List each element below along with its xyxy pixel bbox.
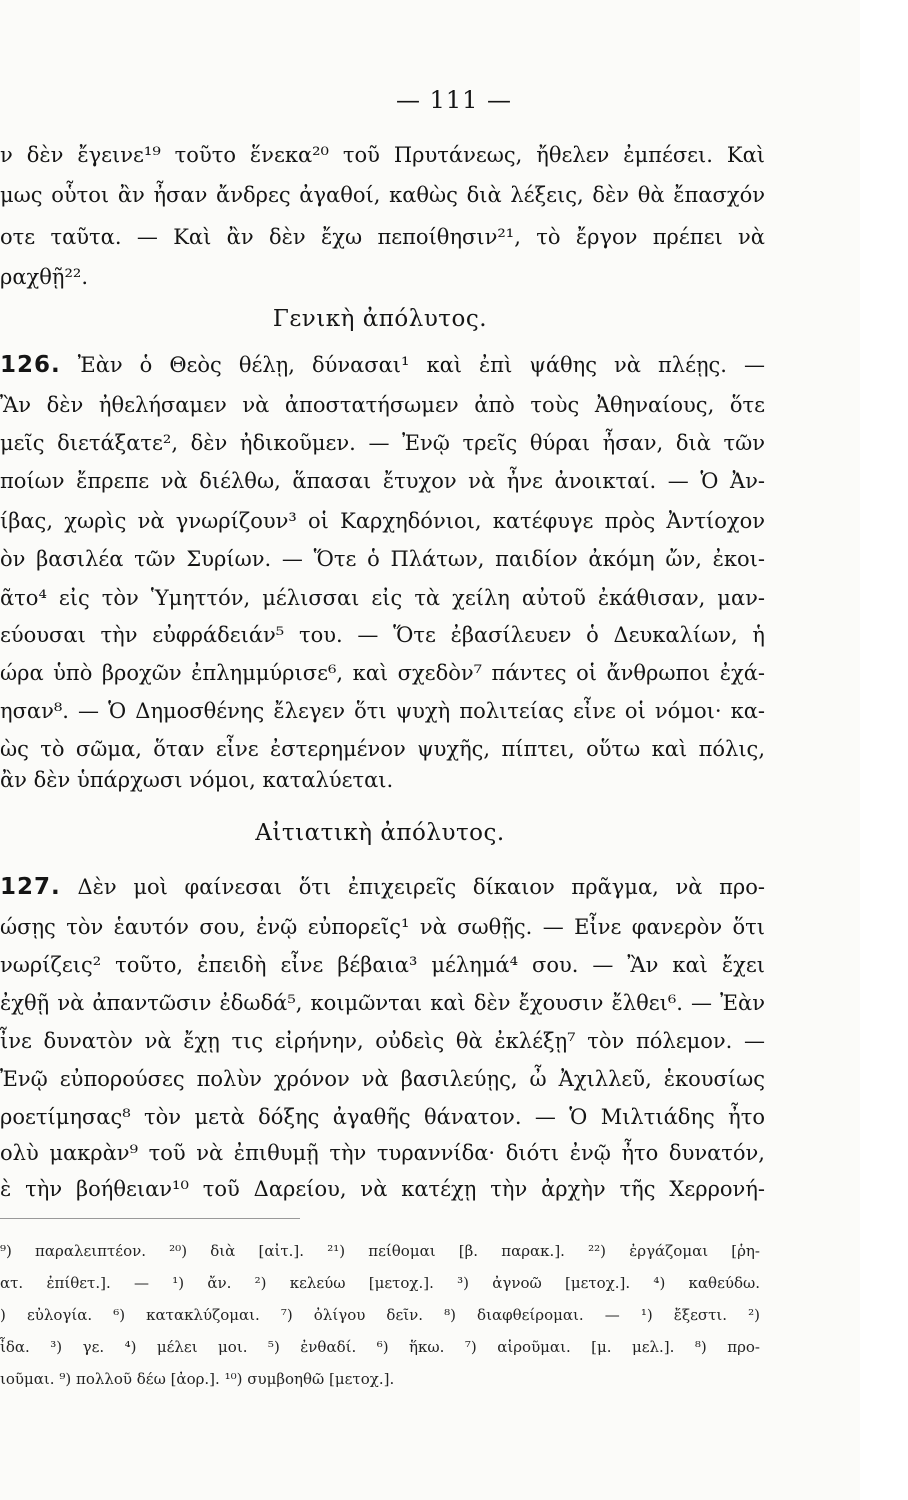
text-line: ίβας, χωρὶς νὰ γνωρίζουν³ οἱ Καρχηδόνιοι, κατέφυγε πρὸς Ἀντίοχον: [0, 509, 765, 533]
text-line: μως οὗτοι ἂν ἦσαν ἄνδρες ἀγαθοί, καθὼς διὰ λέξεις, δὲν θὰ ἔπασχόν: [0, 183, 765, 207]
section-number: 127.: [0, 874, 61, 900]
text-line: ἂν δὲν ὑπάρχωσι νόμοι, καταλύεται.: [0, 768, 394, 792]
text-line: ώρα ὑπὸ βροχῶν ἐπλημμύρισε⁶, καὶ σχεδὸν⁷ πάντες οἱ ἄνθρωποι ἐχά-: [0, 661, 765, 685]
footnote-line: ιοῦμαι. ⁹) πολλοῦ δέω [ἀορ.]. ¹⁰) συμβοηθῶ [μετοχ.].: [0, 1370, 395, 1388]
text-line: ραχθῇ²².: [0, 265, 88, 289]
text-line: ὼς τὸ σῶμα, ὅταν εἶνε ἐστερημένον ψυχῆς, πίπτει, οὕτω καὶ πόλις,: [0, 737, 765, 761]
text-line: μεῖς διετάξατε², δὲν ἠδικοῦμεν. — Ἐνῷ τρεῖς θύραι ἦσαν, διὰ τῶν: [0, 431, 765, 455]
text-line: ὸν βασιλέα τῶν Συρίων. — Ὅτε ὁ Πλάτων, παιδίον ἀκόμη ὤν, ἐκοι-: [0, 547, 765, 571]
text-line: Ἂν δὲν ἠθελήσαμεν νὰ ἀποστατήσωμεν ἀπὸ τοὺς Ἀθηναίους, ὅτε: [0, 393, 765, 417]
text-line: ἐχθῇ νὰ ἀπαντῶσιν ἐδωδά⁵, κοιμῶνται καὶ δὲν ἔχουσιν ἔλθει⁶. — Ἐὰν: [0, 991, 765, 1015]
text-line: ἶνε δυνατὸν νὰ ἔχῃ τις εἰρήνην, οὐδεὶς θὰ ἐκλέξῃ⁷ τὸν πόλεμον. —: [0, 1029, 765, 1053]
text-line: ροετίμησας⁸ τὸν μετὰ δόξης ἀγαθῆς θάνατον. — Ὁ Μιλτιάδης ἦτο: [0, 1105, 765, 1129]
text-line: Ἐὰν ὁ Θεὸς θέλῃ, δύνασαι¹ καὶ ἐπὶ ψάθης νὰ πλέῃς. —: [77, 353, 765, 377]
page-number: — 111 —: [395, 86, 513, 114]
footnote-line: ⁹) παραλειπτέον. ²⁰) διὰ [αἰτ.]. ²¹) πείθομαι [β. παρακ.]. ²²) ἐργάζομαι [ῥη-: [0, 1242, 760, 1260]
text-line: νωρίζεις² τοῦτο, ἐπειδὴ εἶνε βέβαια³ μέλημά⁴ σου. — Ἂν καὶ ἔχει: [0, 953, 765, 977]
text-line: Ἐνῷ εὐπορούσες πολὺν χρόνον νὰ βασιλεύῃς, ὦ Ἀχιλλεῦ, ἑκουσίως: [0, 1067, 765, 1091]
section-number: 126.: [0, 352, 61, 378]
text-line: [0, 872, 765, 902]
footnote-divider: [0, 1218, 300, 1219]
footnote-line: ἶδα. ³) γε. ⁴) μέλει μοι. ⁵) ἐνθαδί. ⁶) ἥκω. ⁷) αἱροῦμαι. [μ. μελ.]. ⁸) προ-: [0, 1338, 760, 1356]
text-line: Δὲν μοὶ φαίνεσαι ὅτι ἐπιχειρεῖς δίκαιον πρᾶγμα, νὰ προ-: [77, 875, 765, 899]
text-line: ολὺ μακρὰν⁹ τοῦ νὰ ἐπιθυμῇ τὴν τυραννίδα· διότι ἐνῷ ἦτο δυνατόν,: [0, 1141, 765, 1165]
text-line: ν δὲν ἔγεινε¹⁹ τοῦτο ἕνεκα²⁰ τοῦ Πρυτάνεως, ἤθελεν ἐμπέσει. Καὶ: [0, 143, 765, 167]
text-line: [0, 350, 765, 380]
text-line: ποίων ἔπρεπε νὰ διέλθω, ἅπασαι ἔτυχον νὰ ἦνε ἀνοικταί. — Ὁ Ἀν-: [0, 469, 765, 493]
text-line: ᾶτο⁴ εἰς τὸν Ὑμηττόν, μέλισσαι εἰς τὰ χείλη αὐτοῦ ἐκάθισαν, μαν-: [0, 586, 765, 610]
text-line: ώσῃς τὸν ἑαυτόν σου, ἐνῷ εὐπορεῖς¹ νὰ σωθῇς. — Εἶνε φανερὸν ὅτι: [0, 915, 765, 939]
section-heading: Αἰτιατικὴ ἀπόλυτος.: [255, 820, 505, 846]
footnote-line: ) εὐλογία. ⁶) κατακλύζομαι. ⁷) ὀλίγου δεῖν. ⁸) διαφθείρομαι. — ¹) ἔξεστι. ²): [0, 1306, 760, 1324]
text-line: ὲ τὴν βοήθειαν¹⁰ τοῦ Δαρείου, νὰ κατέχῃ τὴν ἀρχὴν τῆς Χερρονή-: [0, 1177, 765, 1201]
text-line: οτε ταῦτα. — Καὶ ἂν δὲν ἔχω πεποίθησιν²¹, τὸ ἔργον πρέπει νὰ: [0, 225, 765, 249]
section-heading: Γενικὴ ἀπόλυτος.: [272, 306, 488, 332]
text-line: ησαν⁸. — Ὁ Δημοσθένης ἔλεγεν ὅτι ψυχὴ πολιτείας εἶνε οἱ νόμοι· κα-: [0, 699, 765, 723]
footnote-line: ατ. ἐπίθετ.]. — ¹) ἄν. ²) κελεύω [μετοχ.]. ³) ἀγνοῶ [μετοχ.]. ⁴) καθεύδω.: [0, 1274, 760, 1292]
text-line: εύουσαι τὴν εὐφράδειάν⁵ του. — Ὅτε ἐβασίλευεν ὁ Δευκαλίων, ἡ: [0, 623, 765, 647]
